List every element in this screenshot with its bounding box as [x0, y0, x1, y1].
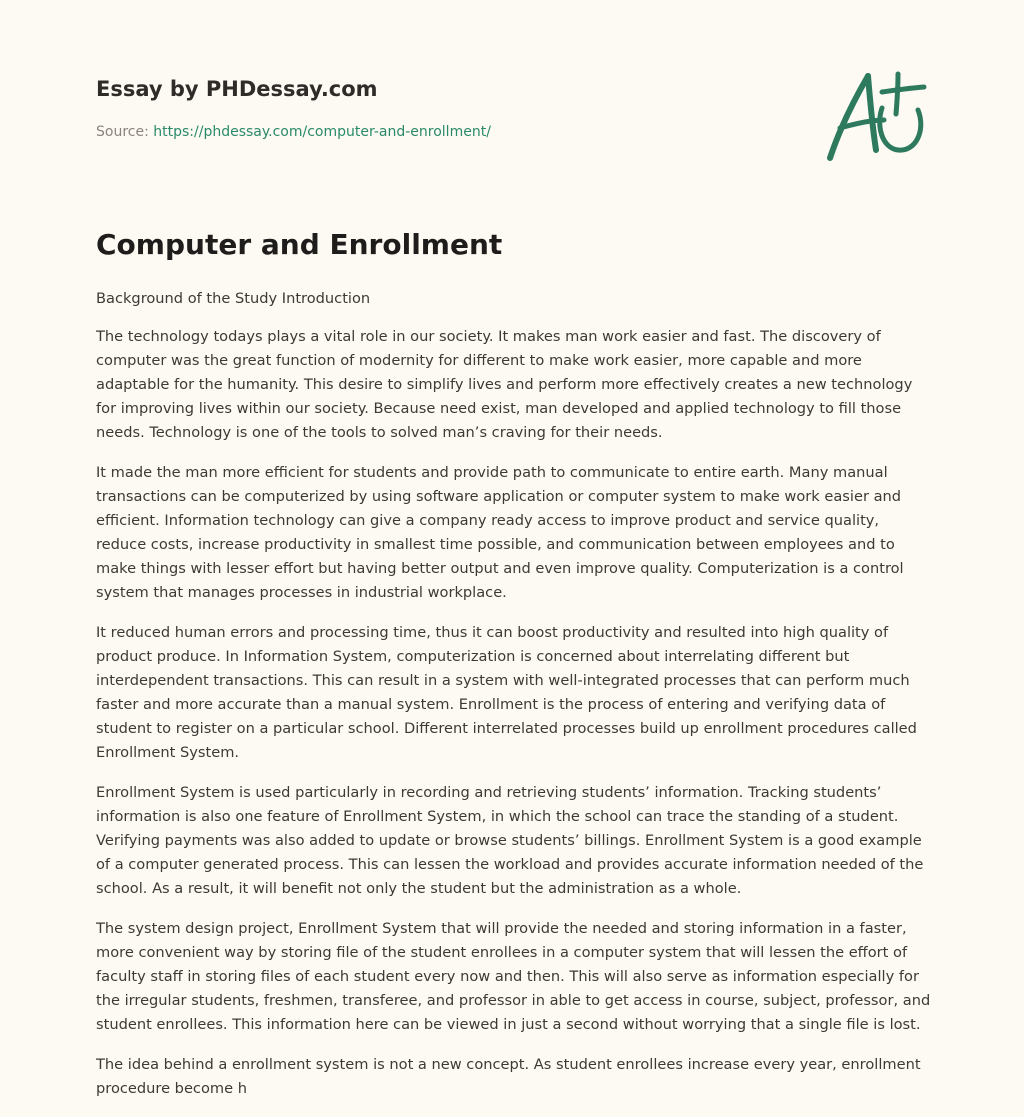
essay-title: Computer and Enrollment: [96, 228, 503, 261]
page-header: [96, 74, 796, 142]
essay-paragraph: Enrollment System is used particularly in recording and retrieving students’ information. Tracking students’ information is also one feature of Enrollment System, in which the school can trace the standing of a student. Verifying payments was also added to update or browse students’ billings. Enrollment System is a good example of a computer generated process. This can lessen the workload and provides accurate information needed of the school. As a result, it will benefit not only the student but the administration as a whole.: [96, 784, 924, 897]
brand-title: Essay by PHDessay.com: [96, 77, 378, 101]
a-plus-grade-icon: [818, 66, 930, 166]
source-link[interactable]: https://phdessay.com/computer-and-enrollment/: [153, 124, 491, 140]
essay-paragraph: The idea behind a enrollment system is not a new concept. As student enrollees increase every year, enrollment procedure become h: [96, 1056, 921, 1097]
essay-article: [96, 226, 931, 1117]
essay-paragraph: The technology todays plays a vital role in our society. It makes man work easier and fast. The discovery of computer was the great function of modernity for different to make work easier, more capable and more adaptable for the humanity. This desire to simplify lives and perform more effectively creates a new technology for improving lives within our society. Because need exist, man developed and applied technology to fill those needs. Technology is one of the tools to solved man’s craving for their needs.: [96, 328, 913, 441]
source-label: Source:: [96, 124, 154, 140]
essay-paragraph: It made the man more efficient for students and provide path to communicate to entire earth. Many manual transactions can be computerized by using software application or computer system to make work easier and efficient. Information technology can give a company ready access to improve product and service quality, reduce costs, increase productivity in smallest time possible, and communication between employees and to make things with lesser effort but having better output and even improve quality. Computerization is a control system that manages processes in industrial workplace.: [96, 464, 904, 601]
essay-paragraph: It reduced human errors and processing time, thus it can boost productivity and resulted into high quality of product produce. In Information System, computerization is concerned about interrelating different but interdependent transactions. This can result in a system with well-integrated processes that can perform much faster and more accurate than a manual system. Enrollment is the process of entering and verifying data of student to register on a particular school. Different interrelated processes build up enrollment procedures called Enrollment System.: [96, 624, 917, 761]
source-line: [96, 122, 796, 142]
essay-subtitle: Background of the Study Introduction: [96, 290, 371, 307]
essay-paragraph: The system design project, Enrollment System that will provide the needed and storing information in a faster, more convenient way by storing file of the student enrollees in a computer system that will lessen the effort of faculty staff in storing files of each student every now and then. This will also serve as information especially for the irregular students, freshmen, transferee, and professor in able to get access in course, subject, professor, and student enrollees. This information here can be viewed in just a second without worrying that a single file is lost.: [96, 920, 931, 1033]
